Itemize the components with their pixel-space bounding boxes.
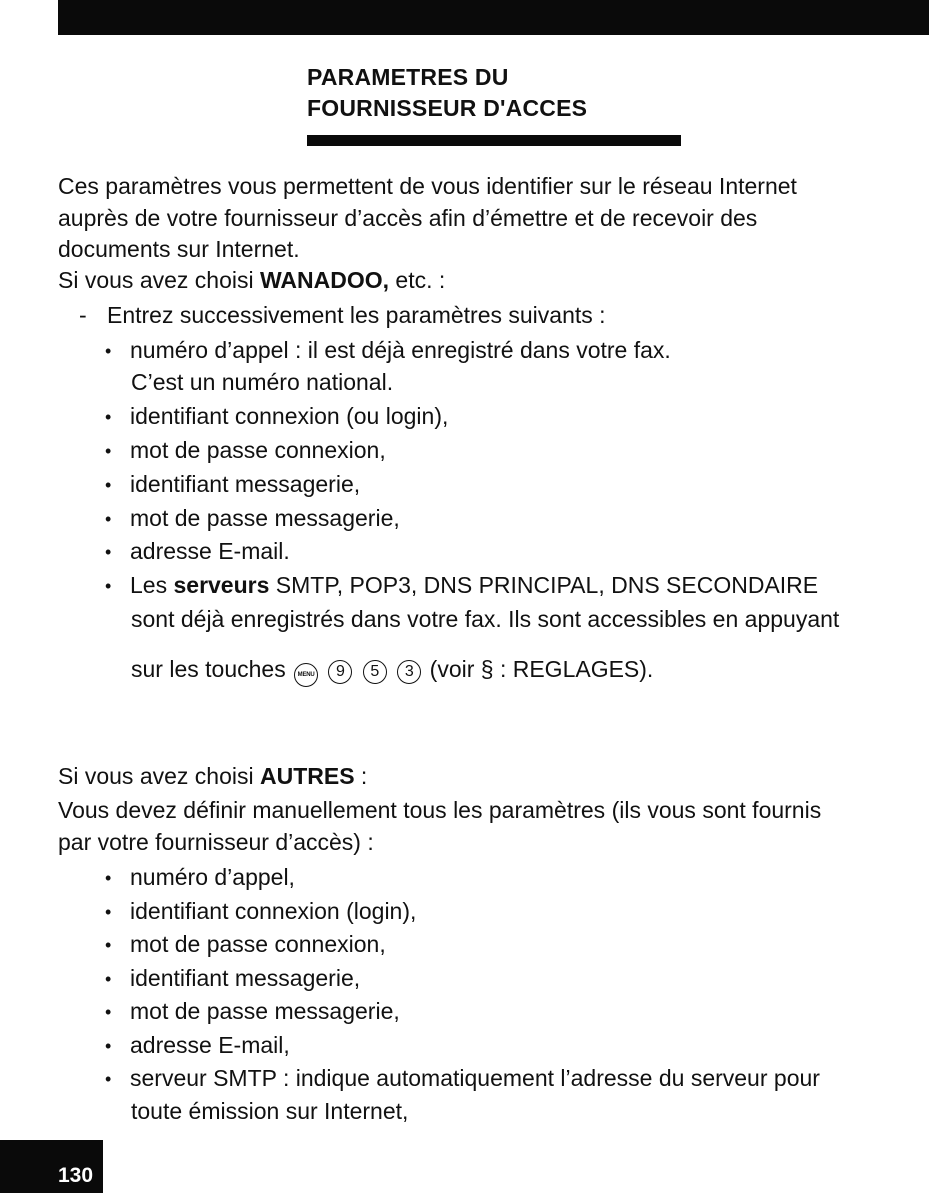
wanadoo-keys-line	[131, 654, 653, 687]
autres-suffix: :	[354, 763, 368, 789]
heading-line-1: PARAMETRES DU	[307, 64, 509, 90]
wanadoo-item-phone	[105, 335, 671, 367]
bullet-marker: •	[105, 576, 112, 596]
item-text: mot de passe connexion,	[130, 931, 386, 957]
wanadoo-instruction	[79, 300, 606, 331]
bullet-marker: •	[105, 1069, 112, 1089]
intro-line-2: auprès de votre fournisseur d’accès afin d’émettre et de recevoir des	[58, 205, 758, 231]
item-text: adresse E-mail.	[130, 538, 290, 564]
heading-line-2: FOURNISSEUR D'ACCES	[307, 95, 588, 121]
wanadoo-item-servers	[105, 570, 818, 602]
instruction-text: Entrez successivement les paramètres suivants :	[107, 302, 606, 328]
item-text: mot de passe connexion,	[130, 437, 386, 463]
autres-item-password	[105, 929, 386, 961]
bullet-marker: •	[105, 475, 112, 495]
servers-rest: SMTP, POP3, DNS PRINCIPAL, DNS SECONDAIRE	[269, 572, 819, 598]
item-text: identifiant messagerie,	[130, 471, 361, 497]
bullet-marker: •	[105, 441, 112, 461]
servers-prefix: Les	[130, 572, 174, 598]
wanadoo-item-mail-password	[105, 503, 400, 535]
item-text: identifiant connexion (ou login),	[130, 403, 449, 429]
key-5-icon: 5	[363, 660, 387, 684]
wanadoo-item-email	[105, 536, 290, 568]
dash-marker: -	[79, 302, 87, 328]
wanadoo-prefix: Si vous avez choisi	[58, 267, 260, 293]
autres-item-smtp	[105, 1063, 820, 1095]
item-text: adresse E-mail,	[130, 1032, 290, 1058]
item-text: numéro d’appel,	[130, 864, 295, 890]
autres-item-mail-password	[105, 996, 400, 1028]
item-text: serveur SMTP : indique automatiquement l’adresse du serveur pour	[130, 1065, 820, 1091]
servers-bold: serveurs	[173, 572, 270, 598]
keys-suffix: (voir § : REGLAGES).	[423, 656, 654, 682]
item-text: mot de passe messagerie,	[130, 505, 400, 531]
menu-key-icon: MENU	[294, 663, 318, 687]
bullet-marker: •	[105, 542, 112, 562]
autres-line-2: par votre fournisseur d’accès) :	[58, 829, 374, 855]
wanadoo-intro	[58, 265, 445, 296]
heading-underline	[307, 135, 681, 146]
bullet-marker: •	[105, 935, 112, 955]
wanadoo-name: WANADOO,	[259, 267, 390, 293]
autres-item-email	[105, 1030, 290, 1062]
bullet-marker: •	[105, 969, 112, 989]
autres-item-login	[105, 896, 416, 928]
item-text: mot de passe messagerie,	[130, 998, 400, 1024]
top-header-bar	[58, 0, 929, 35]
bullet-marker: •	[105, 407, 112, 427]
item-text: identifiant messagerie,	[130, 965, 361, 991]
autres-intro	[58, 761, 367, 792]
bullet-marker: •	[105, 509, 112, 529]
key-9-icon: 9	[328, 660, 352, 684]
wanadoo-item-phone-cont: C’est un numéro national.	[131, 369, 394, 395]
bullet-marker: •	[105, 902, 112, 922]
autres-prefix: Si vous avez choisi	[58, 763, 260, 789]
keys-prefix: sur les touches	[131, 656, 293, 682]
wanadoo-servers-cont: sont déjà enregistrés dans votre fax. Ils sont accessibles en appuyant	[131, 606, 840, 632]
item-text: numéro d’appel : il est déjà enregistré dans votre fax.	[130, 337, 671, 363]
bullet-marker: •	[105, 1002, 112, 1022]
autres-line-1: Vous devez définir manuellement tous les paramètres (ils vous sont fournis	[58, 797, 822, 823]
item-text: identifiant connexion (login),	[130, 898, 417, 924]
wanadoo-item-mail-id	[105, 469, 360, 501]
wanadoo-item-password	[105, 435, 386, 467]
bullet-marker: •	[105, 1036, 112, 1056]
autres-name: AUTRES	[259, 763, 355, 789]
autres-item-smtp-cont: toute émission sur Internet,	[131, 1098, 409, 1124]
autres-item-phone	[105, 862, 295, 894]
page-number: 130	[58, 1164, 94, 1187]
bullet-marker: •	[105, 341, 112, 361]
intro-line-1: Ces paramètres vous permettent de vous identifier sur le réseau Internet	[58, 173, 797, 199]
wanadoo-suffix: etc. :	[389, 267, 446, 293]
key-3-icon: 3	[397, 660, 421, 684]
page-heading	[307, 62, 587, 124]
bullet-marker: •	[105, 868, 112, 888]
wanadoo-item-login	[105, 401, 448, 433]
intro-line-3: documents sur Internet.	[58, 236, 300, 262]
autres-item-mail-id	[105, 963, 360, 995]
